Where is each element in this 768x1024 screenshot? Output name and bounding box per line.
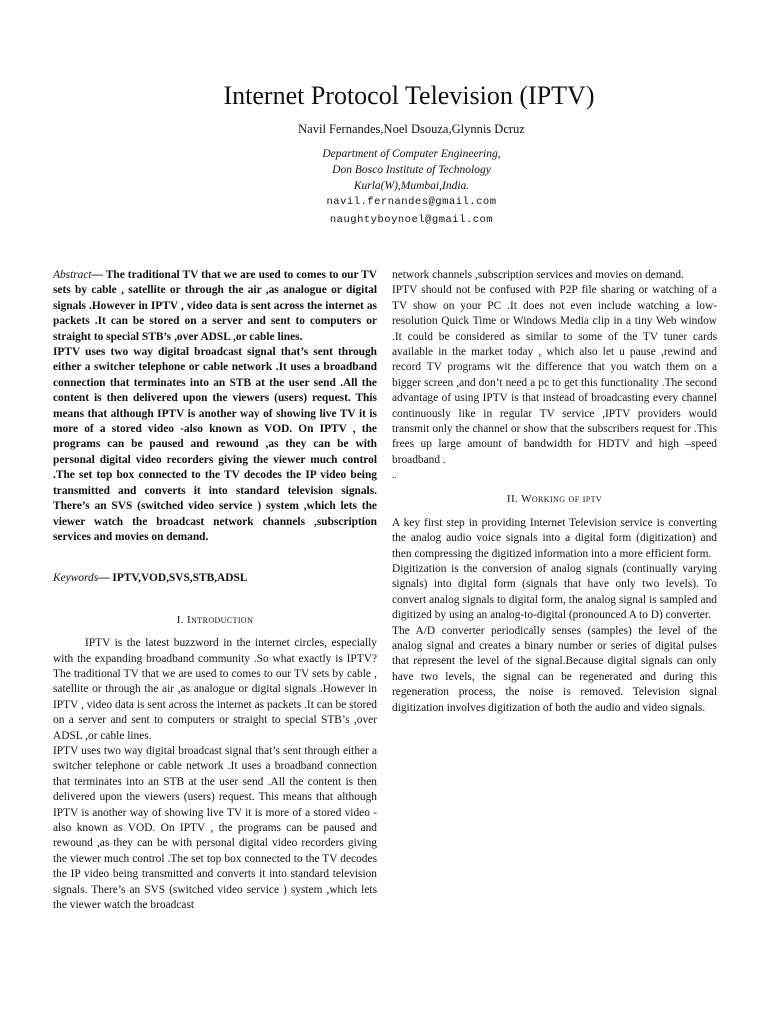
keywords: [53, 571, 377, 586]
keywords-lead: Keywords: [53, 572, 99, 585]
department: Department of Computer Engineering,: [322, 148, 501, 160]
abstract-text: The traditional TV that we are used to comes to our TV sets by cable , satellite or through the air ,as analogue or digital signals .However in IPTV , video data is sent across the internet as packets .It can be stored on a server and sent to computers or straight to special STB’s ,over ADSL ,or cable lines.: [53, 269, 377, 343]
intro-paragraph-2-continued: network channels ,subscription services and movies on demand.: [392, 269, 684, 281]
abstract-paragraph-2: IPTV uses two way digital broadcast signal that’s sent through either a switcher telephone or cable network .It uses a broadband connection that terminates into an STB at the user send .All the content is then delivered upon the viewers (users) request. This means that although IPTV is another way of showing live TV it is more of a stored video -also known as VOD. On IPTV , the programs can be paused and rewound ,as they can be with personal digital video recorders giving the viewer much control .The set top box connected to the TV decodes the IP video being transmitted and converts it into standard television signals. There’s an SVS (switched video service ) system ,which lets the viewer watch the broadcast network channels ,subscription services and movies on demand.: [53, 346, 377, 543]
right-column: [392, 268, 717, 716]
working-paragraph-3: The A/D converter periodically senses (samples) the level of the analog signal and creates a binary number or series of digital pulses that represent the level of the signal.Because digital signals can only have two levels, the signal can be regenerated and during this regeneration process, the noise is removed. Television signal digitization involves digitization of both the audio and video signals.: [392, 624, 717, 714]
section-heading-working: II. Working of iptv: [506, 493, 603, 506]
author-list: Navil Fernandes,Noel Dsouza,Glynnis Dcruz: [298, 122, 525, 136]
keywords-text: IPTV,VOD,SVS,STB,ADSL: [112, 572, 248, 585]
working-paragraph-2: Digitization is the conversion of analog signals (continually varying signals) into digital form (signals that have only two levels). To convert analog signals to digital form, the analog signal is sampled and digitized by using an analog-to-digital (pronounced A to D) converter.: [392, 562, 717, 622]
keywords-dash: —: [98, 572, 113, 585]
left-column: [53, 268, 377, 913]
abstract-dash: —: [91, 269, 106, 281]
affiliation-block: [0, 146, 768, 228]
email-1: navil.fernandes@gmail.com: [326, 196, 497, 208]
abstract: [53, 268, 377, 345]
paper-title: Internet Protocol Television (IPTV): [223, 81, 595, 110]
institute: Don Bosco Institute of Technology: [332, 164, 491, 176]
intro-paragraph-1: IPTV is the latest buzzword in the internet circles, especially with the expanding broadband community .So what exactly is IPTV? The traditional TV that we are used to comes to our TV sets by cable , satellite or through the air ,as analogue or digital signals .However in IPTV , video data is sent across the internet as packets .It can be stored on a server and sent to computers or straight to special STB’s ,over ADSL ,or cable lines.: [53, 637, 377, 742]
stray-dots: ..: [392, 470, 397, 481]
working-paragraph-1: A key first step in providing Internet Television service is converting the analog audio voice signals into a digital form (digitization) and then compressing the digitized information into a more efficient form.: [392, 516, 717, 560]
location: Kurla(W),Mumbai,India.: [353, 180, 470, 192]
email-2: naughtyboynoel@gmail.com: [329, 214, 494, 226]
abstract-lead: Abstract: [53, 269, 92, 281]
intro-paragraph-2: IPTV uses two way digital broadcast signal that’s sent through either a switcher telephone or cable network .It uses a broadband connection that terminates into an STB at the user send .All the content is then delivered upon the viewers (users) request. This means that although IPTV is another way of showing live TV it is more of a stored video -also known as VOD. On IPTV , the programs can be paused and rewound ,as they can be with personal digital video recorders giving the viewer much control .The set top box connected to the TV decodes the IP video being transmitted and converts it into standard television signals. There’s an SVS (switched video service ) system ,which lets the viewer watch the broadcast: [53, 744, 377, 912]
section-heading-introduction: I. Introduction: [176, 613, 254, 626]
intro-paragraph-3: IPTV should not be confused with P2P file sharing or watching of a TV show on your PC .It does not even include watching a low-resolution Quick Time or Windows Media clip in a tiny Web window .It could be considered as similar to some of the TV tuner cards available in the market today , which also let u pause ,rewind and record TV programs wit the difference that you watch them on a bigger screen ,and don’t need a pc to get this functionality .The second advantage of using IPTV is that instead of broadcasting every channel continuously like in regular TV service ,IPTV providers would transmit only the channel or show that the subscribers request for .This frees up large amount of bandwidth for HDTV and high –speed broadband .: [392, 284, 717, 466]
